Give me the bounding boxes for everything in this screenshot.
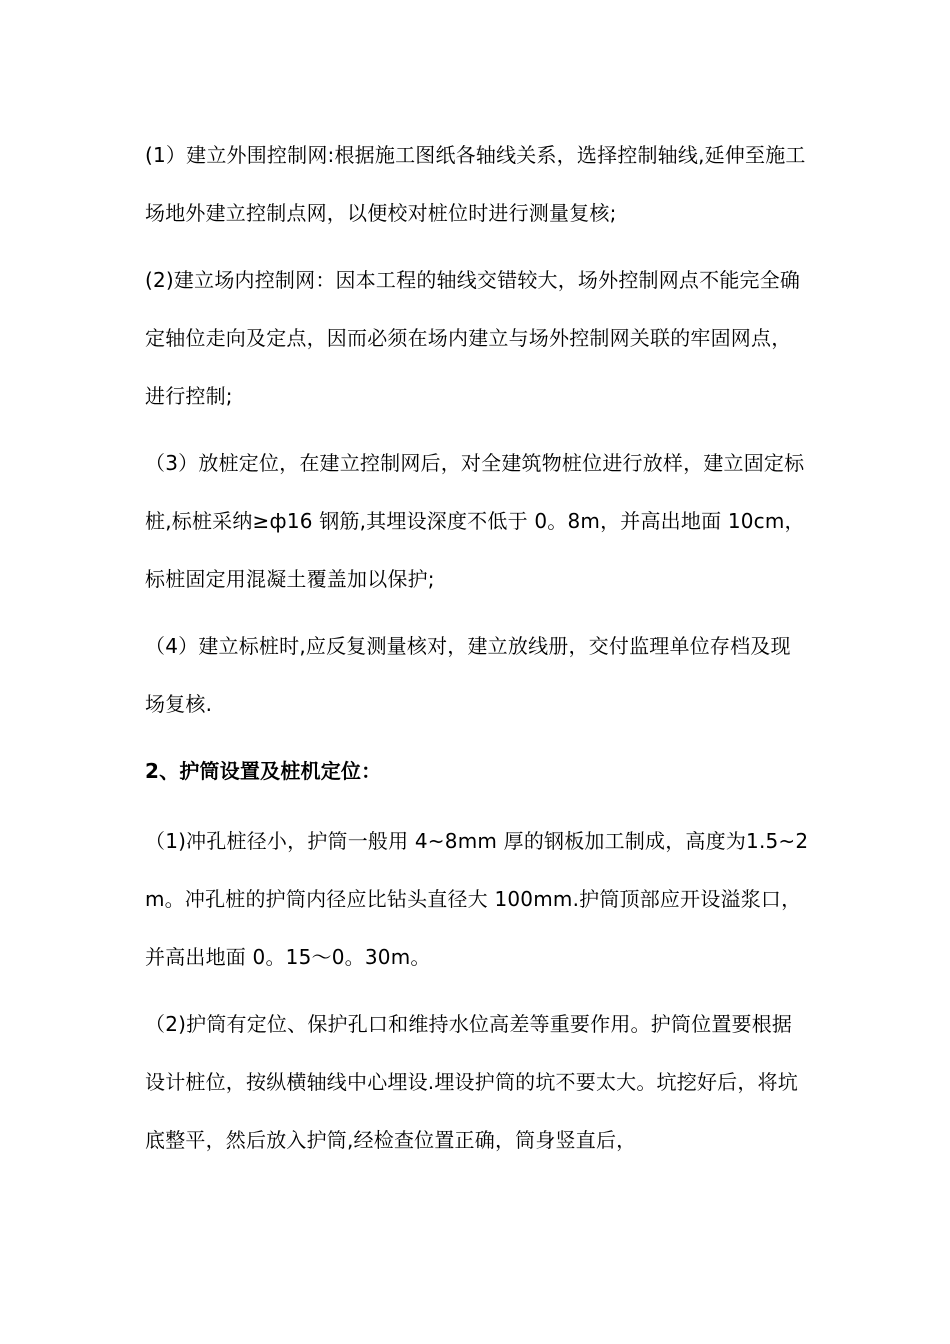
paragraph-outer-control-network: (1）建立外围控制网:根据施工图纸各轴线关系，选择控制轴线,延伸至施工场地外建立控制点网，以便校对桩位时进行测量复核;: [145, 143, 806, 225]
paragraph-casing-function: （2)护筒有定位、保护孔口和维持水位高差等重要作用。护筒位置要根据设计桩位，按纵横轴线中心埋设.埋设护筒的坑不要太大。坑挖好后，将坑底整平，然后放入护筒,经检查位置正确，筒身竖直后，: [145, 1012, 798, 1152]
paragraph-casing-specification: （1)冲孔桩径小，护筒一般用 4~8mm 厚的钢板加工制成，高度为1.5~2m。冲孔桩的护筒内径应比钻头直径大 100mm.护筒顶部应开设溢浆口，并高出地面 0。15～0。30m。: [145, 829, 809, 969]
paragraph-inner-control-network: (2)建立场内控制网：因本工程的轴线交错较大，场外控制网点不能完全确定轴位走向及定点，因而必须在场内建立与场外控制网关联的牢固网点，进行控制;: [145, 268, 801, 408]
section-heading-casing-setup: 2、护筒设置及桩机定位：: [145, 759, 382, 783]
paragraph-pile-positioning: （3）放桩定位，在建立控制网后，对全建筑物桩位进行放样，建立固定标桩,标桩采纳≥ф16 钢筋,其埋设深度不低于 0。8m，并高出地面 10cm，标桩固定用混凝土覆盖加以保护;: [145, 451, 805, 591]
document-body: [145, 126, 809, 1178]
paragraph-marker-verification: （4）建立标桩时,应反复测量核对，建立放线册，交付监理单位存档及现场复核.: [145, 634, 791, 716]
